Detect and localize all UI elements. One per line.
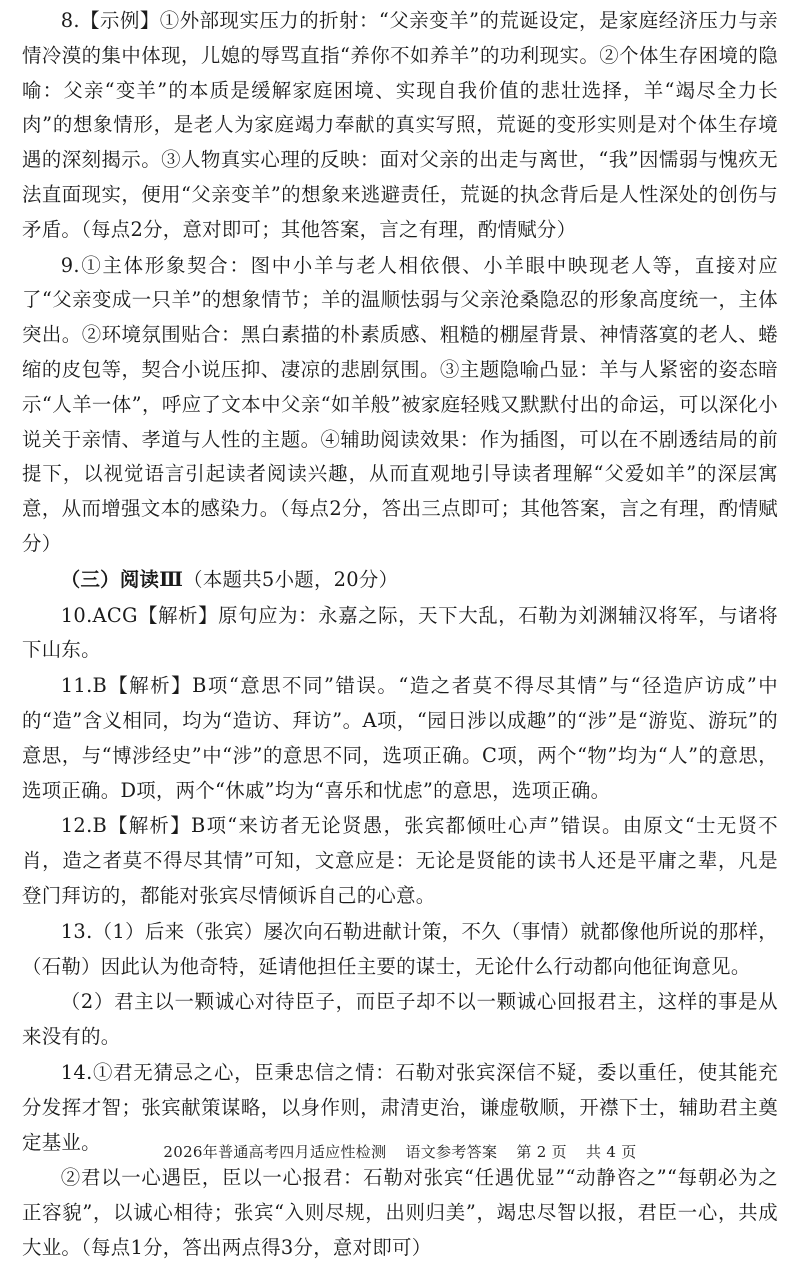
answer-11: 11.B【解析】B项“意思不同”错误。“造之者莫不得尽其情”与“径造庐访成”中的“造”含义相同，均为“造访、拜访”。A项，“园日涉以成趣”的“涉”是“游览、游玩”的意思，与“博涉经史”中“涉”的意思不同，选项正确。C项，两个“物”均为“人”的意思，选项正确。D项，两个“休戚”均为“喜乐和忧虑”的意思，选项正确。 (22, 674, 778, 802)
footer-page-number: 第 2 页 (516, 1143, 567, 1161)
footer-page-total: 共 4 页 (586, 1143, 637, 1161)
page-footer (0, 1141, 800, 1162)
answer-13-1: 13.（1）后来（张宾）屡次向石勒进献计策，不久（事情）就都像他所说的那样，（石勒）因此认为他奇特，延请他担任主要的谋士，无论什么行动都向他征询意见。 (22, 919, 778, 978)
footer-exam-title: 2026年普通高考四月适应性检测 (163, 1143, 387, 1161)
answer-12: 12.B【解析】B项“来访者无论贤愚，张宾都倾吐心声”错误。由原文“士无贤不肖，造之者莫不得尽其情”可知，文意应是：无论是贤能的读书人还是平庸之辈，凡是登门拜访的，都能对张宾尽情倾诉自己的心意。 (22, 814, 778, 907)
answer-14-1: 14.①君无猜忌之心，臣秉忠信之情：石勒对张宾深信不疑，委以重任，使其能充分发挥才智；张宾献策谋略，以身作则，肃清吏治，谦虚敬顺，开襟下士，辅助君主奠定基业。 (22, 1060, 778, 1154)
answer-13-2: （2）君主以一颗诚心对待臣子，而臣子却不以一颗诚心回报君主，这样的事是从来没有的。 (22, 990, 778, 1049)
section-note: （本题共5小题，20分） (183, 567, 399, 591)
answer-9: 9.①主体形象契合：图中小羊与老人相依偎、小羊眼中映现老人等，直接对应了“父亲变成一只羊”的想象情节；羊的温顺怯弱与父亲沧桑隐忍的形象高度统一，主体突出。②环境氛围贴合：黑白素描的朴素质感、粗糙的棚屋背景、神情落寞的老人、蜷缩的皮包等，契合小说压抑、凄凉的悲剧氛围。③主题隐喻凸显：羊与人紧密的姿态暗示“人羊一体”，呼应了文本中父亲“如羊般”被家庭轻贱又默默付出的命运，可以深化小说关于亲情、孝道与人性的主题。④辅助阅读效果：作为插图，可以在不剧透结局的前提下，以视觉语言引起读者阅读兴趣，从而直观地引导读者理解“父爱如羊”的深层寓意，从而增强文本的感染力。（每点2分，答出三点即可；其他答案，言之有理，酌情赋分） (22, 253, 778, 555)
section-heading (22, 563, 778, 598)
answer-14-2: ②君以一心遇臣，臣以一心报君：石勒对张宾“任遇优显”“动静咨之”“每朝必为之正容貌”，以诚心相待；张宾“入则尽规，出则归美”，竭忠尽智以报，君臣一心，共成大业。（每点1分，答出两点得3分，意对即可） (22, 1166, 778, 1259)
footer-doc-title: 语文参考答案 (405, 1143, 498, 1161)
section-title: （三）阅读Ⅲ (60, 567, 184, 591)
answer-8: 8.【示例】①外部现实压力的折射：“父亲变羊”的荒诞设定，是家庭经济压力与亲情冷漠的集中体现，儿媳的辱骂直指“养你不如养羊”的功利现实。②个体生存困境的隐喻：父亲“变羊”的本质是缓解家庭困境、实现自我价值的悲壮选择，羊“竭尽全力长肉”的想象情形，是老人为家庭竭力奉献的真实写照，荒诞的变形实则是对个体生存境遇的深刻揭示。③人物真实心理的反映：面对父亲的出走与离世，“我”因懦弱与愧疚无法直面现实，便用“父亲变羊”的想象来逃避责任，荒诞的执念背后是人性深处的创伤与矛盾。（每点2分，意对即可；其他答案，言之有理，酌情赋分） (22, 9, 778, 241)
answer-10: 10.ACG【解析】原句应为：永嘉之际，天下大乱，石勒为刘渊辅汉将军，与诸将下山东。 (22, 603, 778, 662)
